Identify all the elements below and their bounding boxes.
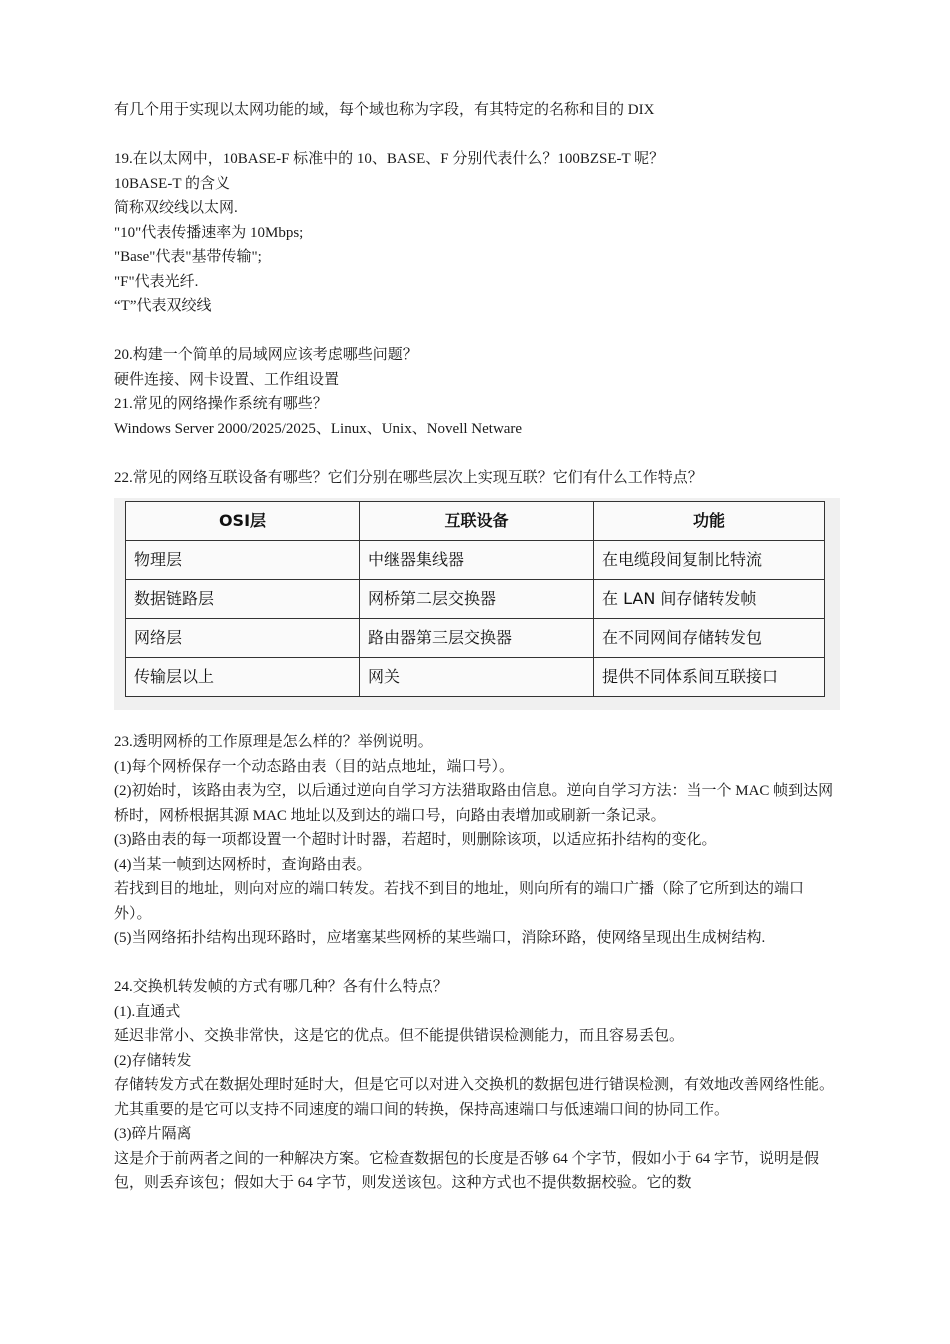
table-cell: 路由器第三层交换器 [360, 619, 594, 658]
table-cell: 网桥第二层交换器 [360, 580, 594, 619]
q24-method-text: 延迟非常小、交换非常快，这是它的优点。但不能提供错误检测能力，而且容易丢包。 [114, 1028, 685, 1044]
table-header-cell: 功能 [594, 502, 825, 541]
table-row [126, 580, 825, 619]
table-row [126, 658, 825, 697]
q24-method-title: (3)碎片隔离 [114, 1126, 192, 1142]
table-cell: 在不同网间存储转发包 [594, 619, 825, 658]
table-cell: 传输层以上 [126, 658, 360, 697]
table-header-cell: OSI层 [126, 502, 360, 541]
q21-question: 21.常见的网络操作系统有哪些？ [114, 396, 328, 412]
q24-method-title: (2)存储转发 [114, 1052, 192, 1069]
table-header-cell: 互联设备 [360, 502, 594, 541]
q19-line: 10BASE-T 的含义 [114, 175, 230, 192]
q19-line: "Base"代表"基带传输"; [114, 249, 262, 265]
table-cell: 物理层 [126, 541, 360, 580]
q23-paragraph: (3)路由表的每一项都设置一个超时计时器，若超时，则删除该项，以适应拓扑结构的变化。 [114, 832, 717, 848]
table-cell: 中继器集线器 [360, 541, 594, 580]
q19-question: 19.在以太网中，10BASE-F 标准中的 10、BASE、F 分别代表什么？100BZSE-T 呢？ [114, 151, 665, 167]
table-header-row [126, 502, 825, 541]
q23-paragraph: 若找到目的地址，则向对应的端口转发。若找不到目的地址，则向所有的端口广播（除了它所到达的端口外）。 [114, 881, 805, 922]
q23-paragraph: (1)每个网桥保存一个动态路由表（目的站点地址，端口号）。 [114, 758, 514, 775]
q19-line: "10"代表传播速率为 10Mbps; [114, 224, 304, 241]
osi-table-image [114, 498, 840, 710]
table-cell: 网络层 [126, 619, 360, 658]
q19-line: "F"代表光纤. [114, 273, 199, 290]
intro-text: 有几个用于实现以太网功能的域，每个域也称为字段，有其特定的名称和目的 DIX [114, 102, 655, 118]
table-row [126, 619, 825, 658]
table-row [126, 541, 825, 580]
q20-question: 20.构建一个简单的局域网应该考虑哪些问题？ [114, 347, 418, 363]
q23-paragraph: (5)当网络拓扑结构出现环路时，应堵塞某些网桥的某些端口，消除环路，使网络呈现出生成树结构. [114, 930, 766, 946]
table-cell: 数据链路层 [126, 580, 360, 619]
table-cell: 在电缆段间复制比特流 [594, 541, 825, 580]
table-cell: 在 LAN 间存储转发帧 [594, 580, 825, 619]
q20-answer: 硬件连接、网卡设置、工作组设置 [114, 371, 340, 388]
q24-method-text: 存储转发方式在数据处理时延时大，但是它可以对进入交换机的数据包进行错误检测，有效地改善网络性能。尤其重要的是它可以支持不同速度的端口间的转换，保持高速端口与低速端口间的协同工作。 [114, 1077, 835, 1118]
table-cell: 网关 [360, 658, 594, 697]
q19-line: “T”代表双绞线 [114, 298, 212, 314]
table-cell: 提供不同体系间互联接口 [594, 658, 825, 697]
q23-paragraph: (2)初始时，该路由表为空，以后通过逆向自学习方法猎取路由信息。逆向自学习方法：当一个 MAC 帧到达网桥时，网桥根据其源 MAC 地址以及到达的端口号，向路由表增加或刷新一条记录。 [114, 783, 834, 824]
osi-device-table [125, 501, 825, 697]
q21-answer: Windows Server 2000/2025/2025、Linux、Unix、Novell Netware [114, 420, 523, 437]
q22-question: 22.常见的网络互联设备有哪些？它们分别在哪些层次上实现互联？它们有什么工作特点？ [114, 469, 703, 486]
q19-line: 简称双绞线以太网. [114, 200, 238, 216]
q24-method-title: (1).直通式 [114, 1003, 181, 1020]
q23-question: 23.透明网桥的工作原理是怎么样的？举例说明。 [114, 734, 433, 750]
document-page [114, 98, 840, 1196]
q24-question: 24.交换机转发帧的方式有哪几种？各有什么特点？ [114, 979, 448, 995]
q23-paragraph: (4)当某一帧到达网桥时，查询路由表。 [114, 856, 372, 873]
q24-method-text: 这是介于前两者之间的一种解决方案。它检查数据包的长度是否够 64 个字节，假如小于 64 字节，说明是假包，则丢弃该包；假如大于 64 字节，则发送该包。这种方式也不提供数据校验。它的数 [114, 1150, 820, 1191]
